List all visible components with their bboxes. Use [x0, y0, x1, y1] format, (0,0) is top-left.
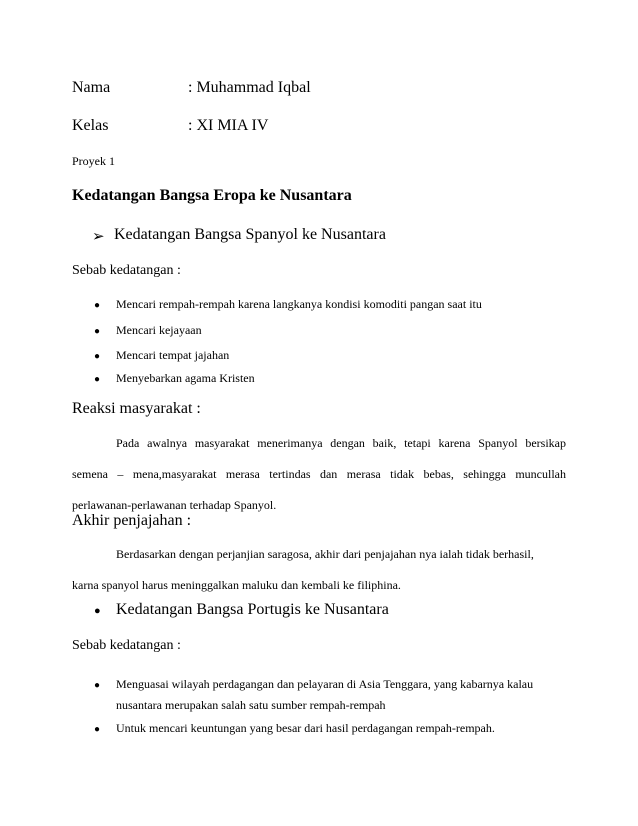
project-label: Proyek 1	[72, 154, 115, 168]
list-item: Mencari tempat jajahan	[116, 348, 230, 362]
paragraph-line: Berdasarkan dengan perjanjian saragosa, akhir dari penjajahan nya ialah tidak berhasil,	[116, 547, 534, 561]
list-item: Menguasai wilayah perdagangan dan pelayaran di Asia Tenggara, yang kabarnya kalau	[116, 677, 534, 691]
bullet-icon: ●	[94, 680, 101, 691]
paragraph-line: karna spanyol harus meninggalkan maluku dan kembali ke filiphina.	[72, 578, 401, 592]
name-value: : Muhammad Iqbal	[188, 79, 311, 96]
list-item: Mencari kejayaan	[116, 323, 202, 337]
list-item: Mencari rempah-rempah karena langkanya kondisi komoditi pangan saat itu	[116, 297, 482, 311]
portugis-sebab-label: Sebab kedatangan :	[72, 638, 181, 653]
akhir-label: Akhir penjajahan :	[72, 512, 192, 529]
paragraph-line: perlawanan-perlawanan terhadap Spanyol.	[72, 498, 277, 512]
reaksi-label: Reaksi masyarakat :	[72, 400, 201, 417]
portugis-heading: Kedatangan Bangsa Portugis ke Nusantara	[116, 601, 389, 618]
bullet-icon: ●	[94, 326, 101, 337]
paragraph-line: semena – mena,masyarakat merasa tertindas dan merasa tidak bebas, sehingga muncullah	[72, 467, 566, 481]
bullet-icon: ●	[94, 605, 101, 617]
bullet-icon: ●	[94, 724, 101, 735]
document-title: Kedatangan Bangsa Eropa ke Nusantara	[72, 187, 352, 204]
paragraph-line: Pada awalnya masyarakat menerimanya dengan baik, tetapi karena Spanyol bersikap	[116, 436, 566, 450]
spanyol-sebab-label: Sebab kedatangan :	[72, 263, 181, 278]
reaksi-paragraph	[72, 428, 566, 521]
bullet-icon: ●	[94, 351, 101, 362]
list-item: Menyebarkan agama Kristen	[116, 371, 255, 385]
list-item-continuation: nusantara merupakan salah satu sumber rempah-rempah	[116, 698, 386, 712]
bullet-icon: ●	[94, 300, 101, 311]
class-label: Kelas	[72, 117, 109, 134]
list-item: Untuk mencari keuntungan yang besar dari hasil perdagangan rempah-rempah.	[116, 721, 495, 735]
arrow-bullet-icon: ➢	[92, 229, 105, 245]
akhir-paragraph	[72, 539, 566, 601]
spanyol-heading: Kedatangan Bangsa Spanyol ke Nusantara	[114, 226, 386, 243]
class-value: : XI MIA IV	[188, 117, 269, 134]
name-label: Nama	[72, 79, 111, 96]
bullet-icon: ●	[94, 374, 101, 385]
